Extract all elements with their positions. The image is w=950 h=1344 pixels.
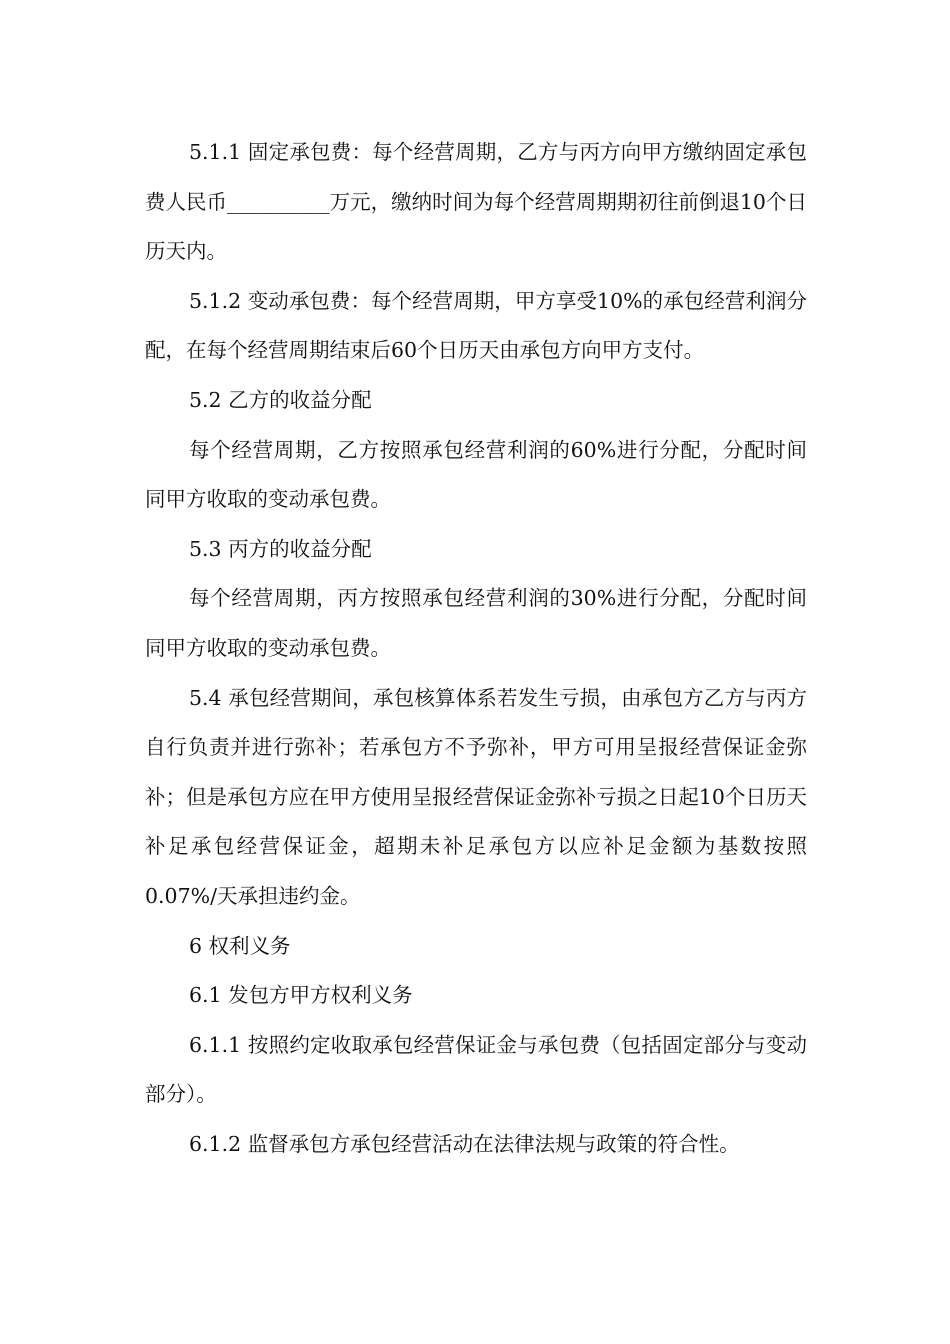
heading-5-2: 5.2 乙方的收益分配 — [189, 387, 372, 412]
clause-5-2-body: 每个经营周期，乙方按照承包经营利润的60%进行分配，分配时间同甲方收取的变动承包费。 — [145, 437, 807, 512]
heading-6-1: 6.1 发包方甲方权利义务 — [189, 983, 413, 1008]
clause-5-1-2: 5.1.2 变动承包费：每个经营周期，甲方享受10%的承包经营利润分配，在每个经营周期结束后60个日历天由承包方向甲方支付。 — [145, 288, 807, 363]
clause-6-1-2: 6.1.2 监督承包方承包经营活动在法律法规与政策的符合性。 — [189, 1131, 740, 1156]
heading-6: 6 权利义务 — [189, 933, 291, 958]
clause-6-1-1: 6.1.1 按照约定收取承包经营保证金与承包费（包括固定部分与变动部分）。 — [145, 1032, 807, 1107]
heading-5-3: 5.3 丙方的收益分配 — [189, 536, 372, 561]
clause-5-1-1: 5.1.1 固定承包费：每个经营周期，乙方与丙方向甲方缴纳固定承包费人民币__________万元，缴纳时间为每个经营周期期初往前倒退10个日历天内。 — [145, 140, 807, 264]
clause-5-3-body: 每个经营周期，丙方按照承包经营利润的30%进行分配，分配时间同甲方收取的变动承包费。 — [145, 586, 807, 660]
clause-5-4: 5.4 承包经营期间，承包核算体系若发生亏损，由承包方乙方与丙方自行负责并进行弥补；若承包方不予弥补，甲方可用呈报经营保证金弥补；但是承包方应在甲方使用呈报经营保证金弥补亏损之日起10个日历天补足承包经营保证金，超期未补足承包方以应补足金额为基数按照0.07%/天承担违约金。 — [145, 685, 807, 908]
document-body — [145, 128, 807, 1169]
